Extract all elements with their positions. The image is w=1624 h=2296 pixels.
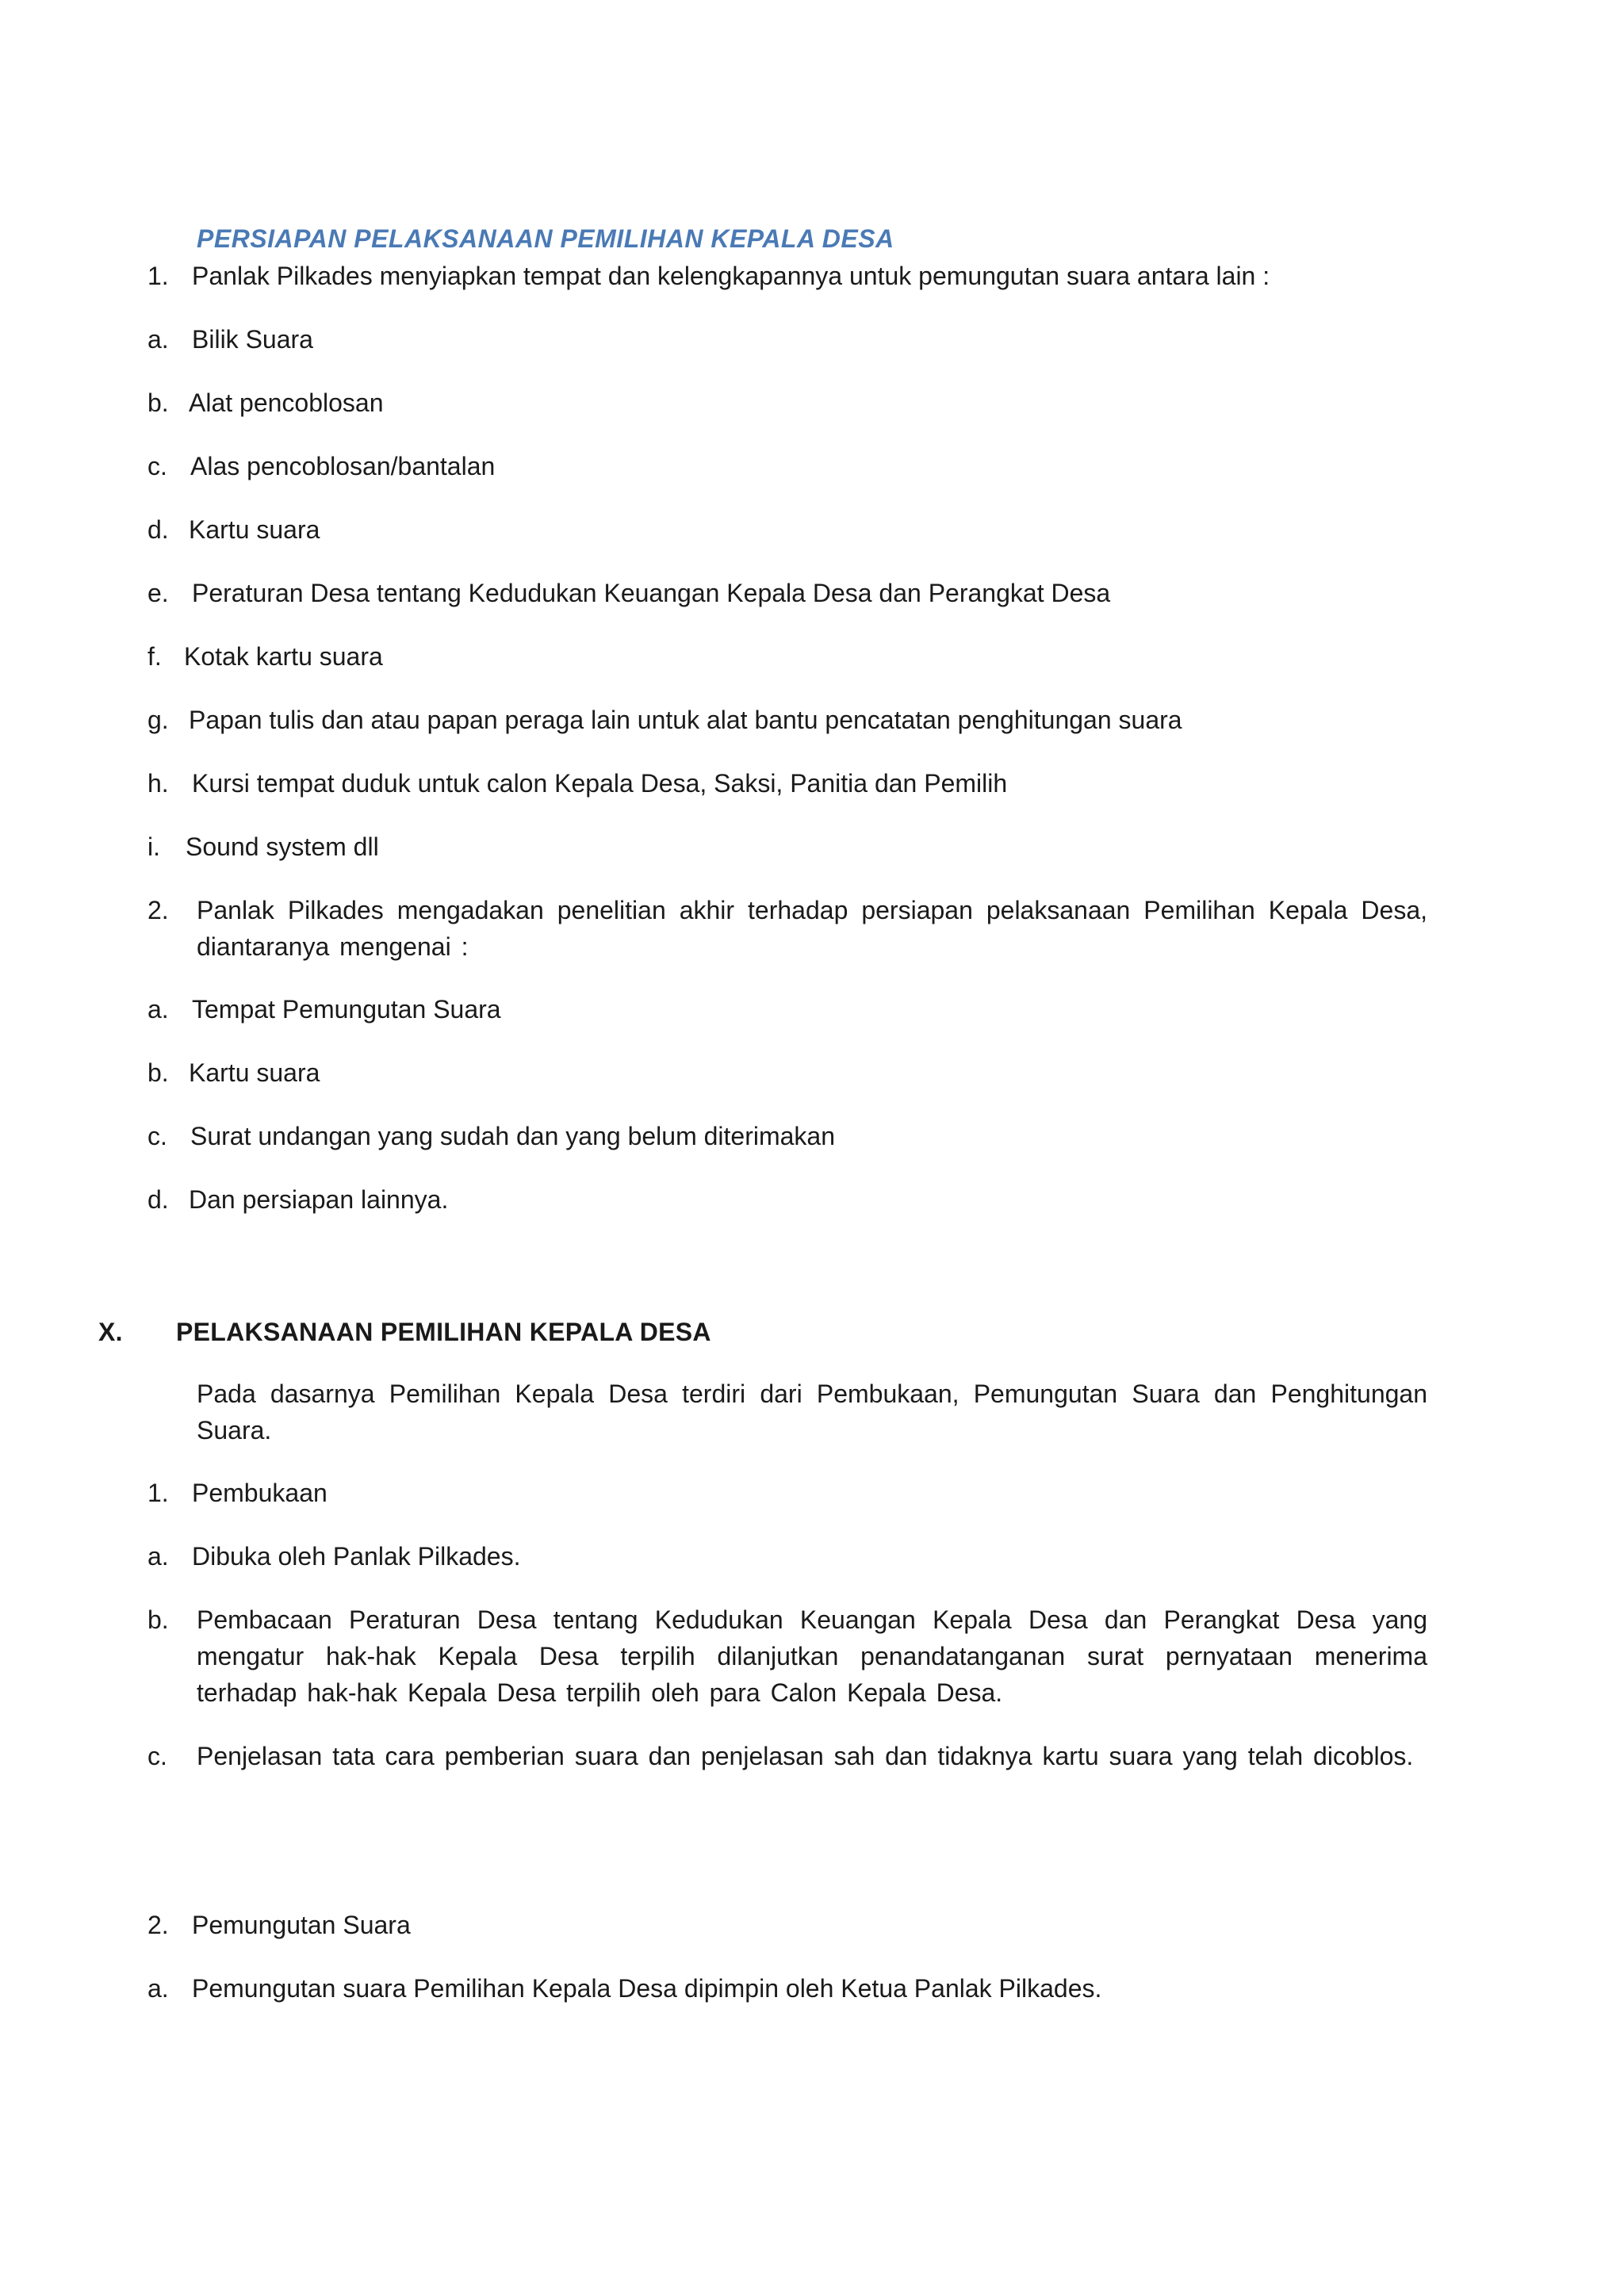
list-item-text: Kotak kartu suara [184, 642, 383, 671]
list-marker: a. [147, 995, 169, 1024]
list-marker: g. [147, 706, 169, 734]
list-marker: 1. [147, 1479, 169, 1507]
list-item-text: Peraturan Desa tentang Kedudukan Keuangan Kepala Desa dan Perangkat Desa [192, 579, 1111, 607]
list-marker: d. [147, 515, 169, 544]
list-item-text: Tempat Pemungutan Suara [192, 995, 501, 1024]
list-item-text: Dibuka oleh Panlak Pilkades. [192, 1542, 521, 1571]
list-marker: a. [147, 325, 169, 354]
list-item-text: Surat undangan yang sudah dan yang belum diterimakan [190, 1122, 836, 1150]
list-item [147, 1475, 327, 1511]
list-marker: d. [147, 1185, 169, 1214]
list-item-text: Papan tulis dan atau papan peraga lain untuk alat bantu pencatatan penghitungan suara [189, 706, 1182, 734]
list-item [147, 991, 501, 1027]
list-item [147, 511, 320, 548]
list-item-text: Penjelasan tata cara pemberian suara dan penjelasan sah dan tidaknya kartu suara yang telah dicoblos. [197, 1742, 1414, 1770]
list-item [147, 1538, 520, 1575]
list-item [147, 828, 379, 865]
list-item [147, 702, 1182, 738]
list-item [147, 1601, 1427, 1711]
list-marker: c. [147, 1122, 167, 1150]
list-marker: b. [147, 1605, 169, 1634]
list-item [147, 1054, 320, 1091]
list-marker: b. [147, 388, 169, 417]
list-marker: i. [147, 832, 160, 861]
intro-paragraph: Pada dasarnya Pemilihan Kepala Desa terdiri dari Pembukaan, Pemungutan Suara dan Penghitungan Suara. [197, 1380, 1427, 1445]
list-marker: a. [147, 1974, 169, 2003]
list-item-text: Dan persiapan lainnya. [189, 1185, 449, 1214]
list-marker: f. [147, 642, 162, 671]
list-item-text: Alas pencoblosan/bantalan [190, 452, 496, 480]
list-item [147, 765, 1007, 802]
list-item-text: Pembacaan Peraturan Desa tentang Kedudukan Keuangan Kepala Desa dan Perangkat Desa yang mengatur hak-hak Kepala Desa terpilih dilanjutkan penandatanganan surat pernyataan menerima terhadap hak-hak Kepala Desa terpilih oleh para Calon Kepala Desa. [197, 1605, 1427, 1707]
list-marker: e. [147, 579, 169, 607]
list-item-text: Pemungutan suara Pemilihan Kepala Desa dipimpin oleh Ketua Panlak Pilkades. [192, 1974, 1102, 2003]
section-title-pelaksanaan: PELAKSANAAN PEMILIHAN KEPALA DESA [176, 1318, 711, 1346]
section-number: X. [98, 1318, 123, 1346]
list-item [147, 1181, 448, 1218]
list-item [147, 1907, 411, 1943]
section-title-persiapan: PERSIAPAN PELAKSANAAN PEMILIHAN KEPALA DESA [197, 224, 894, 253]
list-marker: 1. [147, 262, 169, 290]
list-item [147, 258, 1270, 294]
list-item-text: Kursi tempat duduk untuk calon Kepala Desa, Saksi, Panitia dan Pemilih [192, 769, 1008, 798]
list-item [147, 1970, 1101, 2007]
list-item [147, 892, 1427, 965]
list-item [147, 321, 313, 358]
list-item-text: Kartu suara [189, 515, 320, 544]
list-marker: 2. [147, 896, 169, 924]
list-item [147, 385, 384, 421]
list-item [147, 638, 383, 675]
list-item [147, 1118, 835, 1154]
list-item-text: Pembukaan [192, 1479, 327, 1507]
list-marker: b. [147, 1058, 169, 1087]
list-marker: h. [147, 769, 169, 798]
list-item [147, 1738, 1427, 1774]
list-item-text: Alat pencoblosan [189, 388, 384, 417]
list-marker: 2. [147, 1911, 169, 1939]
list-marker: c. [147, 1742, 167, 1770]
list-item-text: Panlak Pilkades menyiapkan tempat dan kelengkapannya untuk pemungutan suara antara lain : [192, 262, 1270, 290]
list-item [147, 575, 1110, 611]
list-marker: a. [147, 1542, 169, 1571]
list-item [147, 448, 495, 484]
list-item-text: Pemungutan Suara [192, 1911, 411, 1939]
list-item-text: Bilik Suara [192, 325, 313, 354]
list-marker: c. [147, 452, 167, 480]
list-item-text: Kartu suara [189, 1058, 320, 1087]
list-item-text: Panlak Pilkades mengadakan penelitian akhir terhadap persiapan pelaksanaan Pemilihan Kepala Desa, diantaranya mengenai : [197, 896, 1427, 961]
list-item-text: Sound system dll [186, 832, 379, 861]
